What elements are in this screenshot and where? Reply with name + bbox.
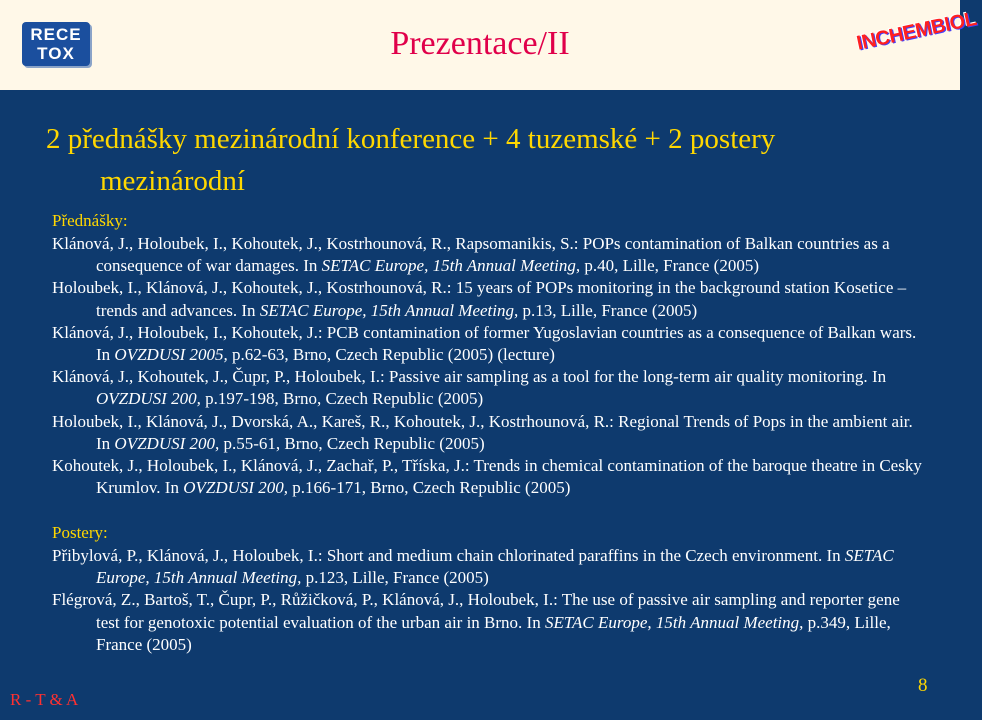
slide-subtitle xyxy=(46,118,926,202)
lectures-list xyxy=(52,233,922,499)
page-number: 8 xyxy=(918,675,928,696)
lecture-entry: Kohoutek, J., Holoubek, I., Klánová, J., Zachař, P., Tříska, J.: Trends in chemical contamination of the baroque theatre in Cesky Krumlov. In OVZDUSI 200, p.166-171, Brno, Czech Republic (2005) xyxy=(52,456,922,498)
lecture-entry: Klánová, J., Kohoutek, J., Čupr, P., Holoubek, I.: Passive air sampling as a tool for the long-term air quality monitoring. In OVZDUSI 200, p.197-198, Brno, Czech Republic (2005) xyxy=(52,367,887,409)
posters-list xyxy=(52,545,922,656)
poster-entry: Flégrová, Z., Bartoš, T., Čupr, P., Růžičková, P., Klánová, J., Holoubek, I.: The use of passive air sampling and reporter gene test for genotoxic potential evaluation of the urban air in Brno. In SETAC Europe, 15th Annual Meeting, p.349, Lille, France (2005) xyxy=(52,590,900,654)
lecture-entry: Holoubek, I., Klánová, J., Dvorská, A., Kareš, R., Kohoutek, J., Kostrhounová, R.: Regional Trends of Pops in the ambient air. In OVZDUSI 200, p.55-61, Brno, Czech Republic (2005) xyxy=(52,411,913,453)
inchembiol-logo: INCHEMBIOL xyxy=(854,7,979,55)
logo-left-top: RECE xyxy=(30,25,82,44)
subtitle-line-2: mezinárodní xyxy=(100,165,245,197)
section-posters-heading: Postery: xyxy=(52,523,108,542)
footer-label: R - T & A xyxy=(10,690,79,709)
lecture-entry: Klánová, J., Holoubek, I., Kohoutek, J., Kostrhounová, R., Rapsomanikis, S.: POPs contamination of Balkan countries as a consequence of war damages. In SETAC Europe, 15th Annual Meeting, p.40, Lille, France (2005) xyxy=(52,234,890,276)
lecture-entry: Klánová, J., Holoubek, I., Kohoutek, J.: PCB contamination of former Yugoslavian countries as a consequence of Balkan wars. In OVZDUSI 2005, p.62-63, Brno, Czech Republic (2005) (lecture) xyxy=(52,322,917,365)
logo-left-bottom: TOX xyxy=(37,44,75,63)
slide-title: Prezentace/II xyxy=(390,25,570,62)
section-lectures-heading: Přednášky: xyxy=(52,211,128,230)
subtitle-line-1: 2 přednášky mezinárodní konference + 4 tuzemské + 2 postery xyxy=(46,123,776,155)
lecture-entry: Holoubek, I., Klánová, J., Kohoutek, J., Kostrhounová, R.: 15 years of POPs monitoring in the background station Kosetice – trends and advances. In SETAC Europe, 15th Annual Meeting, p.13, Lille, France (2005) xyxy=(52,278,907,320)
poster-entry: Přibylová, P., Klánová, J., Holoubek, I.: Short and medium chain chlorinated paraffins in the Czech environment. In SETAC Europe, 15th Annual Meeting, p.123, Lille, France (2005) xyxy=(52,546,894,588)
